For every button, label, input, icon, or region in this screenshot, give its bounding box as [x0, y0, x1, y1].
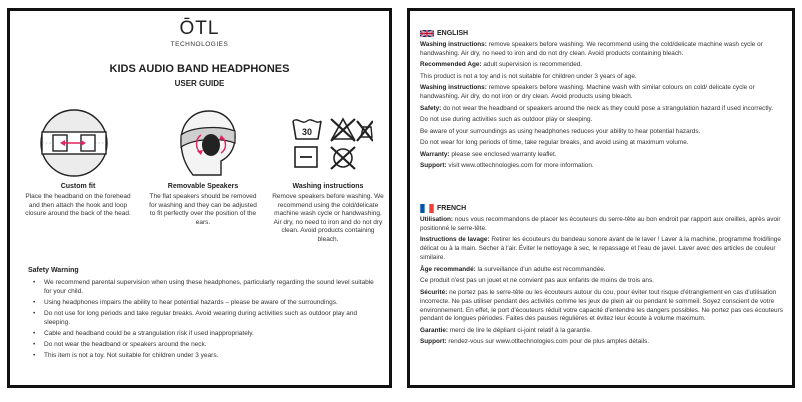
safety-item: • Cable and headband could be a strangulation risk if used inappropriately. [28, 329, 380, 338]
french-text [420, 216, 785, 350]
do-not-dry-clean-symbol [331, 147, 355, 169]
safety-title: Safety Warning [28, 267, 79, 274]
page-title: KIDS AUDIO BAND HEADPHONES [109, 63, 290, 75]
safety-item: • Do not use for long periods and take regular breaks. Avoid wearing during activities such as outdoor play and sleeping. [28, 309, 380, 327]
french-paragraph: Support: rendez-vous sur www.otltechnologies.com pour de plus amples détails. [420, 338, 650, 346]
france-flag-icon [420, 204, 434, 213]
headband-fit-illustration [24, 107, 124, 179]
english-paragraph: Safety: do not wear the headband or speakers around the neck as they could pose a strangulation hazard if used incorrectly. [420, 104, 774, 112]
uk-flag-icon [420, 29, 434, 38]
feature-text: Remove speakers before washing. We recommend using the cold/delicate machine wash cycle or handwashing. Air dry, no need to iron and do not dry clean. Avoid products containing bleach. [272, 193, 384, 243]
feature-washing-instructions [272, 183, 384, 245]
feature-removable-speakers [147, 183, 259, 227]
tumble-dry-symbol [295, 147, 317, 167]
english-paragraph: Be aware of your surroundings as using headphones reduces your ability to hear potential hazards. [420, 127, 701, 135]
safety-warning-section [28, 267, 380, 362]
french-label: FRENCH [437, 205, 467, 212]
removable-speakers-illustration [163, 105, 247, 179]
safety-list [28, 278, 380, 360]
safety-item: • We recommend parental supervision when using these headphones, particularly regarding the sound level suitable for your child. [28, 278, 380, 296]
french-paragraph: Garantie: merci de lire le dépliant ci-joint relatif à la garantie. [420, 326, 592, 334]
english-heading [420, 29, 468, 38]
english-text [420, 41, 785, 174]
safety-item: • This item is not a toy. Not suitable for children under 3 years. [28, 351, 380, 360]
safety-item: • Using headphones impairs the ability to hear potential hazards – please be aware of the surroundings. [28, 298, 380, 307]
feature-text: The flat speakers should be removed for washing and they can be adjusted to fit perfectly over the position of the ears. [149, 193, 257, 226]
feature-title: Removable Speakers [167, 183, 239, 190]
care-symbols [291, 115, 373, 173]
english-paragraph: Washing instructions: remove speakers before washing. We recommend using the cold/delicate machine wash cycle or handwashing. Air dry, no need to iron and do not dry clean. Avoid products containing bleach. [420, 41, 763, 57]
do-not-iron-symbol [357, 121, 373, 141]
left-panel-user-guide [7, 8, 392, 388]
english-label: ENGLISH [437, 30, 469, 37]
no-bleach-symbol [331, 119, 355, 141]
english-paragraph: Recommended Age: adult supervision is recommended. [420, 61, 583, 69]
wash-temperature-label: 30 [301, 127, 313, 137]
logo-subtitle: TECHNOLOGIES [170, 41, 229, 48]
english-paragraph: Washing instructions: remove speakers before washing. Machine wash with similar colours on cold/ delicate cycle or handwashing. Air dry, do not iron or dry clean. Avoid products using bleach. [420, 84, 755, 101]
french-paragraph: Âge recommandé: la surveillance d'un adulte est recommandée. [420, 265, 606, 273]
safety-item: • Do not wear the headband or speakers around the neck. [28, 340, 380, 349]
english-paragraph: Support: visit www.otltechnologies.com for more information. [420, 162, 594, 170]
right-panel-translations [407, 8, 795, 388]
english-paragraph: Do not wear for long periods of time, take regular breaks, and avoid using at maximum volume. [420, 139, 689, 147]
french-heading [420, 204, 466, 213]
wash-30-symbol [293, 120, 321, 139]
english-paragraph: Do not use during activities such as outdoor play or sleeping. [420, 116, 593, 124]
french-paragraph: Utilisation: nous vous recommandons de placer les écouteurs du serre-tête au bon endroit par rapport aux oreilles, après avoir positionné le serre-tête. [420, 216, 781, 232]
english-paragraph: This product is not a toy and is not suitable for children under 3 years of age. [420, 72, 637, 80]
french-paragraph: Instructions de lavage: Retirer les écouteurs du bandeau sonore avant de le laver ! Laver à la machine, programme froid/linge délicat ou à la main. Sécher à l'air. Éviter le nettoyage à sec, le repassage et l'eau de javel. Laver avec des articles de couleur similaire. [420, 236, 781, 262]
french-paragraph: Ce produit n'est pas un jouet et ne convient pas aux enfants de moins de trois ans. [420, 277, 654, 285]
page-subtitle: USER GUIDE [174, 79, 225, 88]
feature-title: Custom fit [60, 183, 96, 190]
feature-custom-fit [22, 183, 134, 219]
logo-mark: ŌTL [179, 18, 220, 39]
feature-text: Place the headband on the forehead and then attach the hook and loop closure around the back of the head. [25, 193, 131, 218]
feature-title: Washing instructions [292, 183, 364, 190]
french-paragraph: Sécurité: ne portez pas le serre-tête ou les écouteurs autour du cou, pour éviter tout risque d'étranglement en cas d'utilisation incorrecte. Ne pas utiliser pendant des activités comme les jeux de plein air ou pendant le sommeil. Soyez conscient de votre environnement. En effet, le port d'écouteurs réduit votre capacité d'entendre les dangers possibles. Ne portez pas ces écouteurs pendant de longues périodes. Faites des pauses régulières et évitez leur écoute à volume maximum. [420, 288, 783, 323]
english-paragraph: Warranty: please see enclosed warranty leaflet. [420, 150, 557, 158]
brand-logo [10, 19, 389, 48]
